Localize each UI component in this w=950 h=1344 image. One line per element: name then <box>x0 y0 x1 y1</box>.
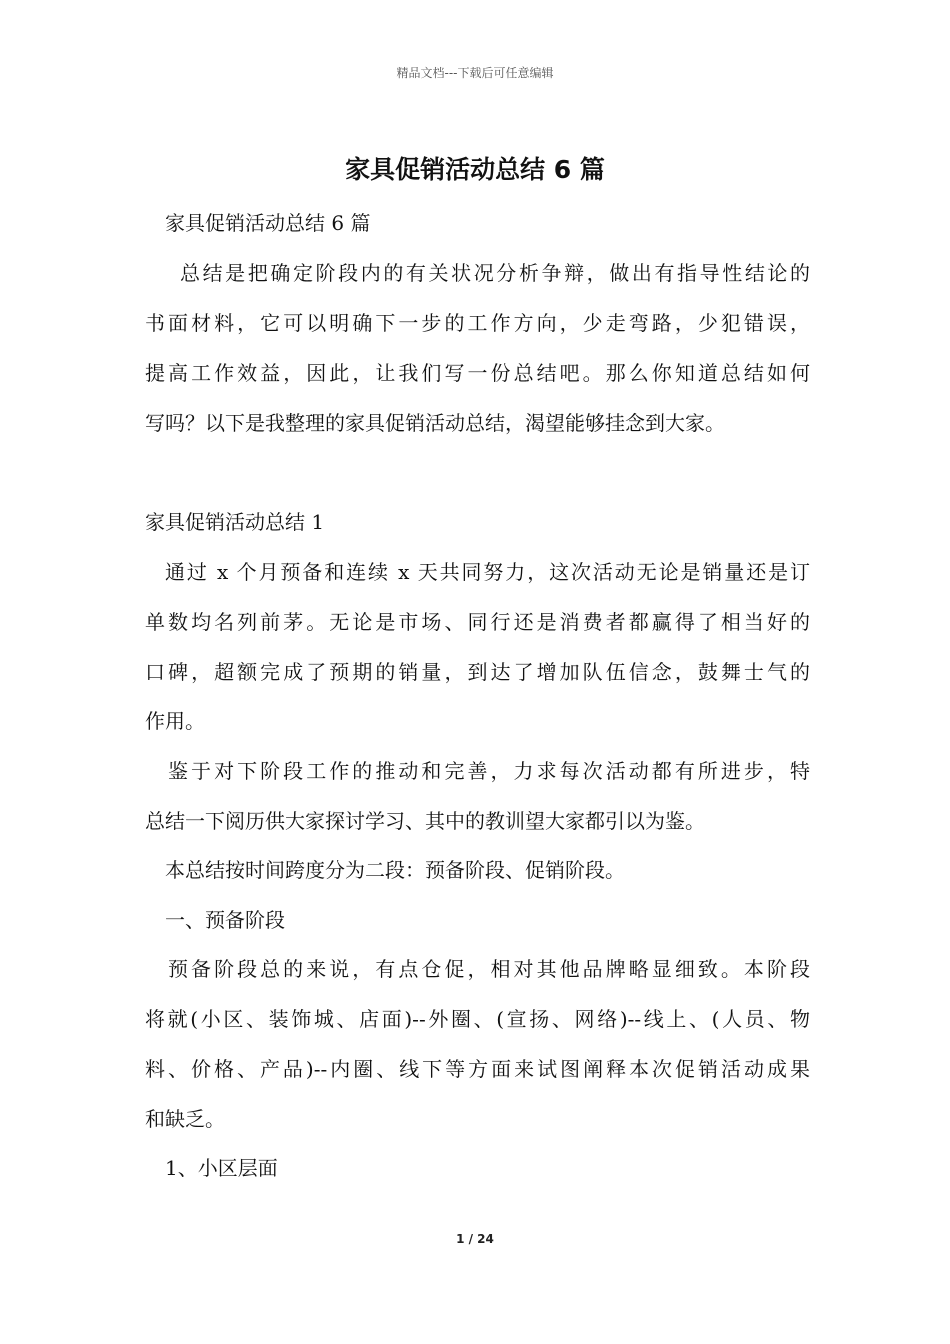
paragraph-line: 总结一下阅历供大家探讨学习、其中的教训望大家都引以为鉴。 <box>145 809 705 833</box>
header-note: 精品文档---下载后可任意编辑 <box>396 66 554 80</box>
intro-line: 写吗？以下是我整理的家具促销活动总结，渴望能够挂念到大家。 <box>145 411 725 435</box>
paragraph-line: 鉴于对下阶段工作的推动和完善，力求每次活动都有所进步，特 <box>168 759 810 783</box>
page-number: 1 / 24 <box>456 1232 494 1246</box>
document-title: 家具促销活动总结 6 篇 <box>345 155 605 184</box>
section-heading: 家具促销活动总结 1 <box>145 510 325 534</box>
intro-line: 提高工作效益，因此，让我们写一份总结吧。那么你知道总结如何 <box>145 361 810 385</box>
paragraph-line: 口碑，超额完成了预期的销量，到达了增加队伍信念，鼓舞士气的 <box>145 660 810 684</box>
paragraph-line: 通过 x 个月预备和连续 x 天共同努力，这次活动无论是销量还是订 <box>165 560 810 584</box>
subsection-heading: 一、预备阶段 <box>165 908 285 932</box>
intro-line: 总结是把确定阶段内的有关状况分析争辩，做出有指导性结论的 <box>180 261 810 285</box>
paragraph-line: 和缺乏。 <box>145 1107 225 1131</box>
list-item-heading: 1、小区层面 <box>165 1156 278 1180</box>
intro-line: 书面材料，它可以明确下一步的工作方向，少走弯路，少犯错误， <box>145 311 810 335</box>
paragraph-line: 单数均名列前茅。无论是市场、同行还是消费者都赢得了相当好的 <box>145 610 810 634</box>
paragraph-line: 预备阶段总的来说，有点仓促，相对其他品牌略显细致。本阶段 <box>168 957 810 981</box>
document-subtitle: 家具促销活动总结 6 篇 <box>165 211 371 235</box>
paragraph-line: 将就(小区、装饰城、店面)--外圈、(宣扬、网络)--线上、(人员、物 <box>145 1007 810 1031</box>
paragraph-line: 料、价格、产品)--内圈、线下等方面来试图阐释本次促销活动成果 <box>145 1057 810 1081</box>
paragraph: 本总结按时间跨度分为二段：预备阶段、促销阶段。 <box>165 858 625 882</box>
paragraph-line: 作用。 <box>145 709 205 733</box>
